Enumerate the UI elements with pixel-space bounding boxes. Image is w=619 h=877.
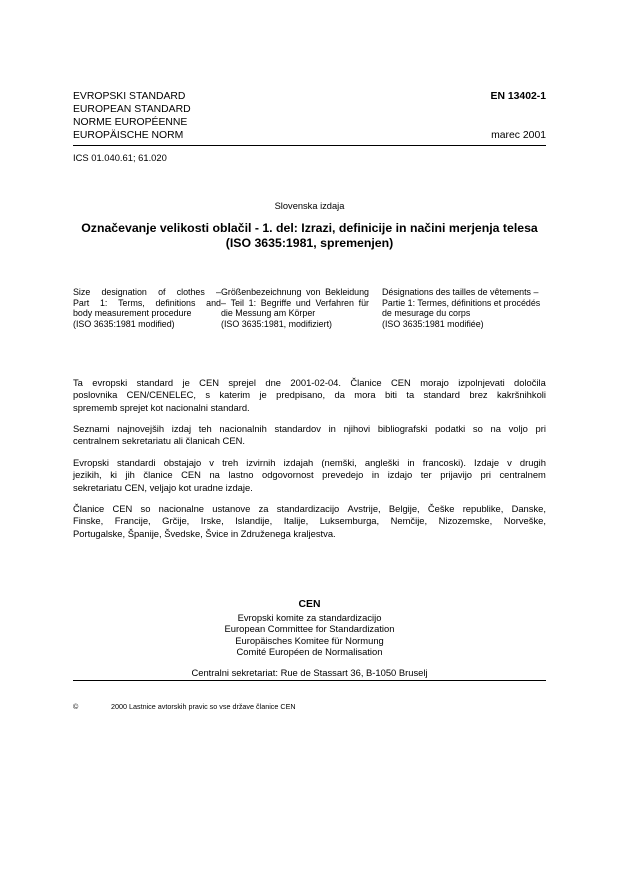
- english-line-3: body measurement procedure: [73, 308, 192, 319]
- cen-name-fr: Comité Européen de Normalisation: [236, 646, 383, 658]
- paragraph-line: Članice CEN so nacionalne ustanove za standardizacijo Avstrije, Belgije, Češke republike, Danske,: [73, 503, 546, 514]
- paragraph-line: Seznami najnovejših izdaj teh nacionalnih standardov in njihovi bibliografski podatki so na voljo pri: [73, 423, 546, 434]
- paragraph-editions: [73, 457, 546, 494]
- title-line-1: Označevanje velikosti oblačil - 1. del: Izrazi, definicije in načini merjenja telesa: [81, 221, 538, 235]
- paragraph-lists: [73, 423, 546, 448]
- title-french: [382, 287, 557, 329]
- french-line-4: (ISO 3635:1981 modifiée): [382, 318, 484, 329]
- central-secretariat-address: Centralni sekretariat: Rue de Stassart 36, B-1050 Bruselj: [191, 667, 428, 678]
- footer-divider: [73, 680, 546, 681]
- french-line-3: de mesurage du corps: [382, 308, 471, 319]
- french-line-1: Désignations des tailles de vêtements –: [382, 287, 539, 297]
- french-line-2: Partie 1: Termes, définitions et procédés: [382, 297, 541, 308]
- designation-de: EUROPÄISCHE NORM: [73, 130, 184, 141]
- title-line-2: (ISO 3635:1981, spremenjen): [225, 236, 394, 250]
- header-divider: [73, 145, 546, 146]
- paragraph-line: Portugalske, Španije, Švedske, Švice in Združenega kraljestva.: [73, 527, 336, 539]
- ics-codes: ICS 01.040.61; 61.020: [73, 152, 167, 163]
- copyright-symbol: ©: [73, 702, 79, 711]
- title-english: [73, 287, 221, 329]
- german-line-2: – Teil 1: Begriffe und Verfahren für: [221, 297, 369, 308]
- english-line-2: Part 1: Terms, definitions and: [73, 297, 221, 308]
- cen-name-en: European Committee for Standardization: [224, 623, 395, 635]
- paragraph-members: [73, 503, 546, 540]
- paragraph-line: sekretariatu CEN, veljajo kot uradne izdaje.: [73, 481, 253, 493]
- paragraph-line: centralnem sekretariatu ali članicah CEN.: [73, 435, 245, 447]
- paragraph-adoption: [73, 377, 546, 414]
- cen-name-de: Europäisches Komitee für Normung: [235, 634, 384, 646]
- designation-en: EUROPEAN STANDARD: [73, 104, 191, 115]
- paragraph-line: poslovnika CEN/CENELEC, s katerim je predpisano, da mora biti ta standard brez kakršnihkoli: [73, 389, 546, 401]
- english-line-1: Size designation of clothes –: [73, 287, 221, 297]
- document-title: [73, 221, 546, 251]
- publication-date: marec 2001: [491, 130, 546, 141]
- paragraph-line: Evropski standardi obstajajo v treh izvirnih izdajah (nemški, angleški in francoski). Izdaje v drugih: [73, 457, 546, 468]
- german-line-1: Größenbezeichnung von Bekleidung: [221, 287, 369, 297]
- paragraph-line: sprememb sprejet kot nacionalni standard.: [73, 401, 250, 413]
- german-line-3: die Messung am Körper: [221, 308, 316, 319]
- document-number: EN 13402-1: [490, 91, 546, 102]
- paragraph-line: jezikih, ki jih članice CEN na lastno odgovornost prevedejo in izdajo ter prijavijo pri centralnem: [73, 469, 546, 481]
- standard-designations: [73, 90, 333, 142]
- paragraph-line: Ta evropski standard je CEN sprejel dne 2001-02-04. Članice CEN morajo izpolnjevati določila: [73, 377, 546, 388]
- cen-name-sl: Evropski komite za standardizacijo: [237, 612, 382, 623]
- paragraph-line: Finske, Francije, Grčije, Irske, Islandije, Italije, Luksemburga, Nemčije, Nizozemske, Norveške,: [73, 515, 546, 527]
- designation-sl: EVROPSKI STANDARD: [73, 91, 186, 102]
- german-line-4: (ISO 3635:1981, modifiziert): [221, 318, 332, 329]
- cen-name: CEN: [298, 599, 321, 610]
- english-line-4: (ISO 3635:1981 modified): [73, 318, 175, 329]
- designation-fr: NORME EUROPÉENNE: [73, 117, 188, 128]
- cen-full-names: [73, 612, 546, 658]
- edition-label: Slovenska izdaja: [274, 201, 345, 211]
- copyright-notice: 2000 Lastnice avtorskih pravic so vse države članice CEN: [111, 702, 296, 711]
- title-german: [221, 287, 369, 329]
